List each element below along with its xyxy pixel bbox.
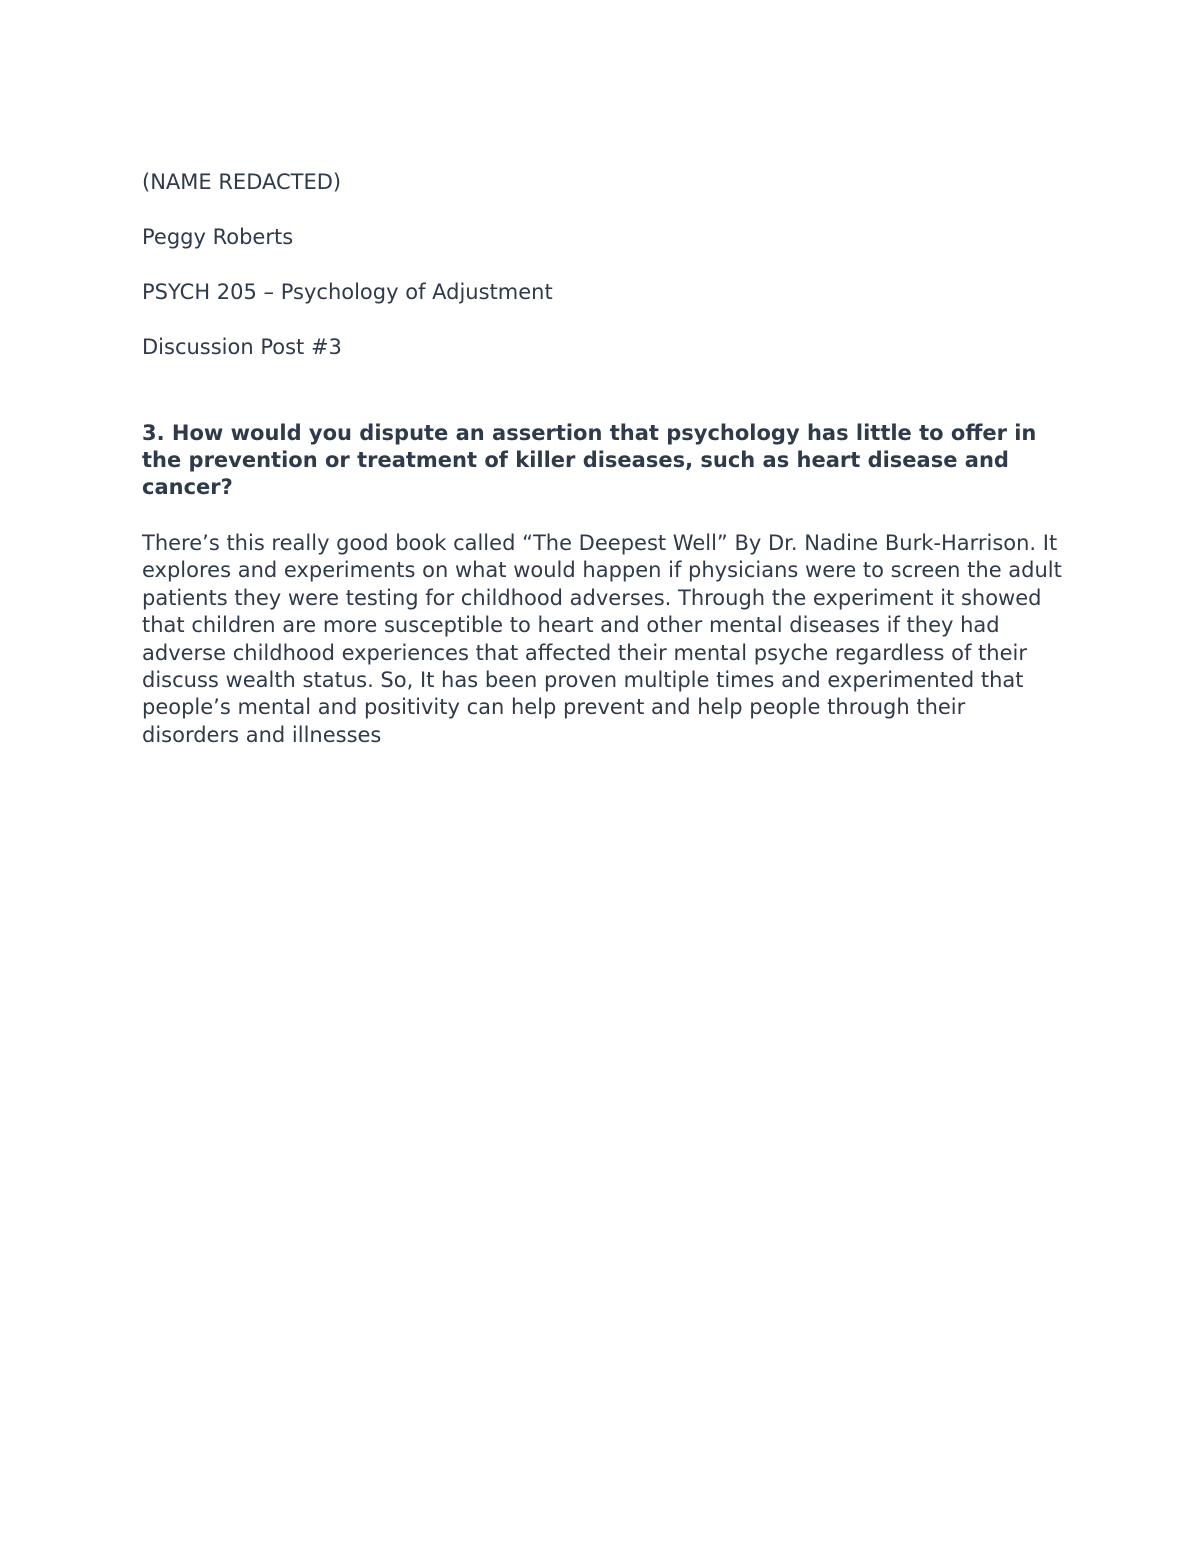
instructor-name: Peggy Roberts (142, 225, 294, 249)
course-title: PSYCH 205 – Psychology of Adjustment (142, 280, 553, 304)
assignment-title: Discussion Post #3 (142, 335, 342, 359)
student-name: (NAME REDACTED) (142, 170, 342, 194)
document-body (142, 168, 1067, 749)
discussion-question: 3. How would you dispute an assertion that psychology has little to offer in the prevention or treatment of killer diseases, such as heart disease and cancer? (142, 421, 1037, 499)
discussion-answer: There’s this really good book called “The Deepest Well” By Dr. Nadine Burk-Harrison. It explores and experiments on what would happen if physicians were to screen the adult patients they were testing for childhood adverses. Through the experiment it showed that children are more susceptible to heart and other mental diseases if they had adverse childhood experiences that affected their mental psyche regardless of their discuss wealth status. So, It has been proven multiple times and experimented that people’s mental and positivity can help prevent and help people through their disorders and illnesses (142, 531, 1062, 747)
